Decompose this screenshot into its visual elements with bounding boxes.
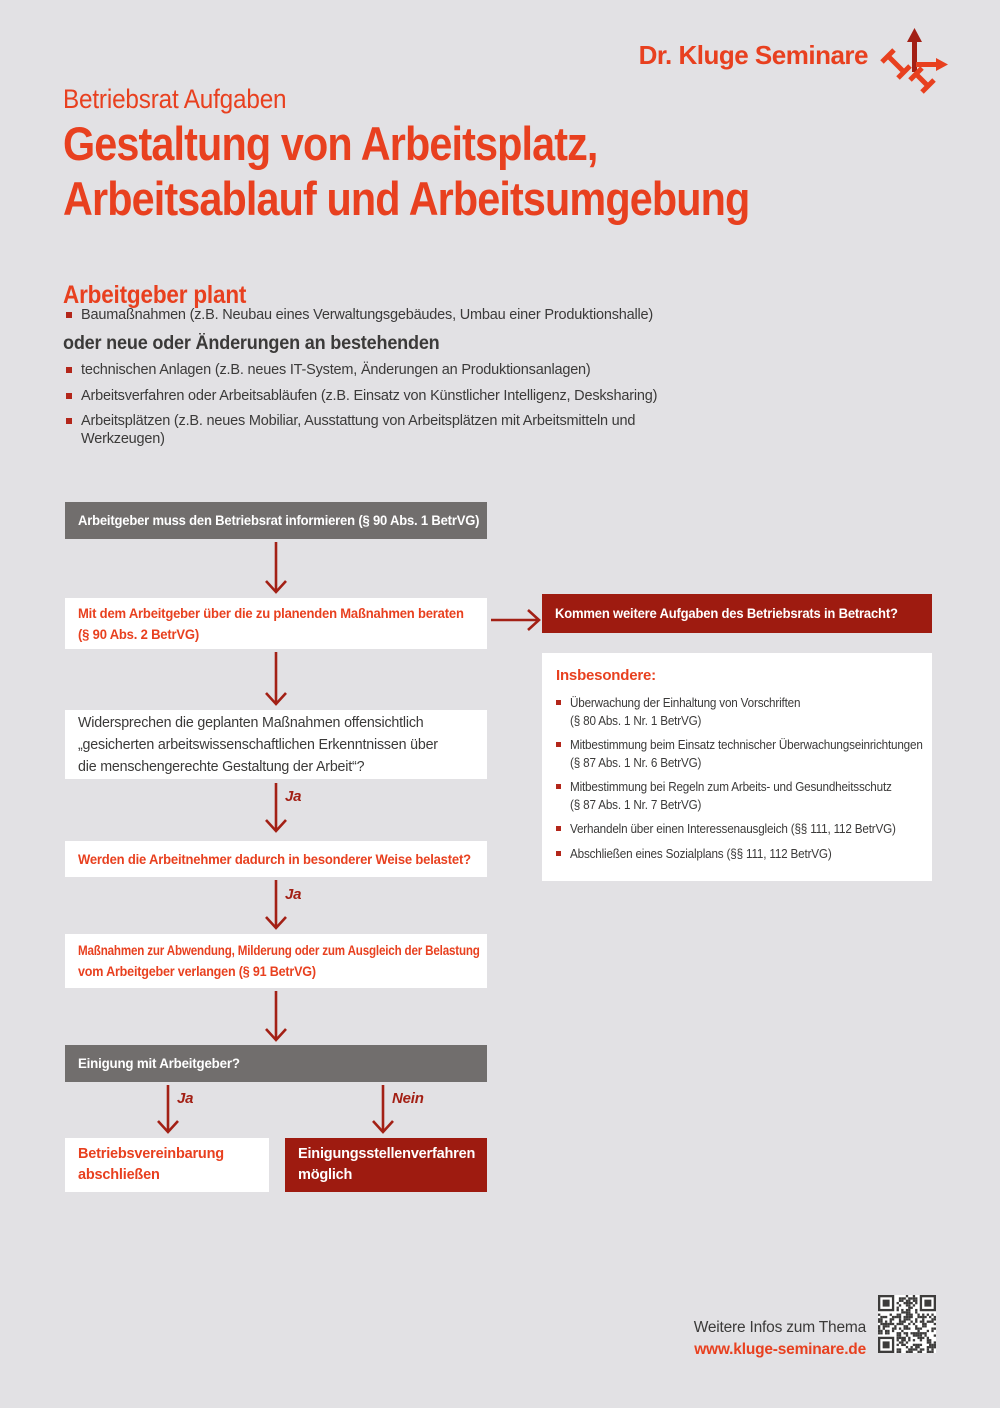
arbitration-line2: möglich xyxy=(298,1167,353,1183)
arrow-down-icon xyxy=(263,991,289,1042)
side-panel-item xyxy=(556,736,923,771)
page-title-line1: Gestaltung von Arbeitsplatz, xyxy=(63,117,598,170)
arrow-down-icon xyxy=(263,652,289,706)
side-item-ref: (§ 87 Abs. 1 Nr. 7 BetrVG) xyxy=(570,796,702,812)
side-item-ref: (§ 87 Abs. 1 Nr. 6 BetrVG) xyxy=(570,754,702,770)
flow-box-inform-label: Arbeitgeber muss den Betriebsrat informieren (§ 90 Abs. 1 BetrVG) xyxy=(78,512,480,528)
list-item-label: Baumaßnahmen (z.B. Neubau eines Verwaltungsgebäudes, Umbau einer Produktionshalle) xyxy=(81,307,654,323)
flow-box-side-question xyxy=(542,594,932,633)
side-item-text: Mitbestimmung bei Regeln zum Arbeits- und Gesundheitsschutz xyxy=(570,779,892,794)
qr-code xyxy=(878,1295,936,1353)
footer-url-link[interactable]: www.kluge-seminare.de xyxy=(694,1341,866,1358)
side-panel-item xyxy=(556,778,918,813)
flow-box-inform xyxy=(65,502,487,539)
bullet-square-icon xyxy=(66,393,72,399)
logo-axes-icon xyxy=(876,26,950,94)
side-item-ref: (§ 80 Abs. 1 Nr. 1 BetrVG) xyxy=(570,712,702,728)
flow-box-works-agreement xyxy=(65,1138,269,1192)
list-item xyxy=(66,306,706,324)
bullet-square-icon xyxy=(556,851,561,856)
arrow-down-icon xyxy=(263,542,289,594)
flow-box-burden xyxy=(65,841,487,877)
footer xyxy=(694,1317,866,1361)
list-item xyxy=(66,361,706,379)
flow-box-demand xyxy=(65,934,487,988)
flow-label-ja: Ja xyxy=(285,788,302,805)
bullet-square-icon xyxy=(556,700,561,705)
list-item-label: technischen Anlagen (z.B. neues IT-System, Änderungen an Produktionsanlagen) xyxy=(81,362,591,378)
flow-box-consult-line2: (§ 90 Abs. 2 BetrVG) xyxy=(78,625,199,642)
page-title-line2: Arbeitsablauf und Arbeitsumgebung xyxy=(63,172,750,225)
flow-box-objection-line2: „gesicherten arbeitswissenschaftlichen Erkenntnissen über xyxy=(78,735,438,753)
works-agreement-line2: abschließen xyxy=(78,1167,160,1183)
flow-box-demand-line1: Maßnahmen zur Abwendung, Milderung oder zum Ausgleich der Belastung xyxy=(78,943,480,958)
side-panel-item xyxy=(556,820,918,838)
side-item-text: Mitbestimmung beim Einsatz technischer Überwachungseinrichtungen xyxy=(570,737,923,752)
flow-box-consult xyxy=(65,598,487,649)
flow-box-agreement xyxy=(65,1045,487,1082)
flow-box-objection-line1: Widersprechen die geplanten Maßnahmen offensichtlich xyxy=(78,713,424,731)
flow-box-agreement-label: Einigung mit Arbeitgeber? xyxy=(78,1055,240,1071)
works-agreement-line1: Betriebsvereinbarung xyxy=(78,1146,224,1162)
bullet-square-icon xyxy=(556,826,561,831)
arrow-right-icon xyxy=(491,607,541,633)
list-item-label: Arbeitsplätzen (z.B. neues Mobiliar, Ausstattung von Arbeitsplätzen mit Arbeitsmitteln und Werkzeugen) xyxy=(81,413,636,447)
side-item-text: Überwachung der Einhaltung von Vorschriften xyxy=(570,695,801,710)
flow-box-consult-line1: Mit dem Arbeitgeber über die zu planenden Maßnahmen beraten xyxy=(78,604,464,621)
footer-info-label: Weitere Infos zum Thema xyxy=(693,1319,866,1336)
arbitration-line1: Einigungsstellenverfahren xyxy=(298,1146,476,1162)
side-item-text: Verhandeln über einen Interessenausgleich (§§ 111, 112 BetrVG) xyxy=(570,821,896,836)
page-eyebrow: Betriebsrat Aufgaben xyxy=(63,84,287,114)
bullet-square-icon xyxy=(556,742,561,747)
flow-box-arbitration xyxy=(285,1138,487,1192)
list-item xyxy=(66,387,706,405)
side-panel-item xyxy=(556,694,918,729)
side-panel-heading: Insbesondere: xyxy=(556,667,656,684)
bullet-square-icon xyxy=(66,312,72,318)
flow-box-objection-line3: die menschengerechte Gestaltung der Arbeit“? xyxy=(78,757,365,775)
side-question-label: Kommen weitere Aufgaben des Betriebsrats in Betracht? xyxy=(555,605,898,621)
flow-box-objection xyxy=(65,710,487,779)
logo xyxy=(639,40,868,71)
flow-label-ja: Ja xyxy=(285,886,302,903)
list-item-label: Arbeitsverfahren oder Arbeitsabläufen (z.B. Einsatz von Künstlicher Intelligenz, Desksharing) xyxy=(81,388,658,404)
section-subheading: oder neue oder Änderungen an bestehenden xyxy=(63,333,440,354)
bullet-square-icon xyxy=(556,784,561,789)
flow-box-demand-line2: vom Arbeitgeber verlangen (§ 91 BetrVG) xyxy=(78,964,316,979)
flow-box-burden-label: Werden die Arbeitnehmer dadurch in besonderer Weise belastet? xyxy=(78,850,471,867)
logo-text: Dr. Kluge Seminare xyxy=(638,40,868,70)
side-panel-insbesondere xyxy=(542,653,932,881)
flow-label-nein: Nein xyxy=(392,1090,424,1107)
bullet-square-icon xyxy=(66,418,72,424)
list-item xyxy=(66,412,706,448)
bullet-square-icon xyxy=(66,367,72,373)
side-item-text: Abschließen eines Sozialplans (§§ 111, 112 BetrVG) xyxy=(570,845,832,861)
section-heading-arbeitgeber-plant: Arbeitgeber plant xyxy=(63,281,247,309)
side-panel-item xyxy=(556,845,918,863)
page-title xyxy=(63,116,749,226)
flow-label-ja: Ja xyxy=(177,1090,194,1107)
